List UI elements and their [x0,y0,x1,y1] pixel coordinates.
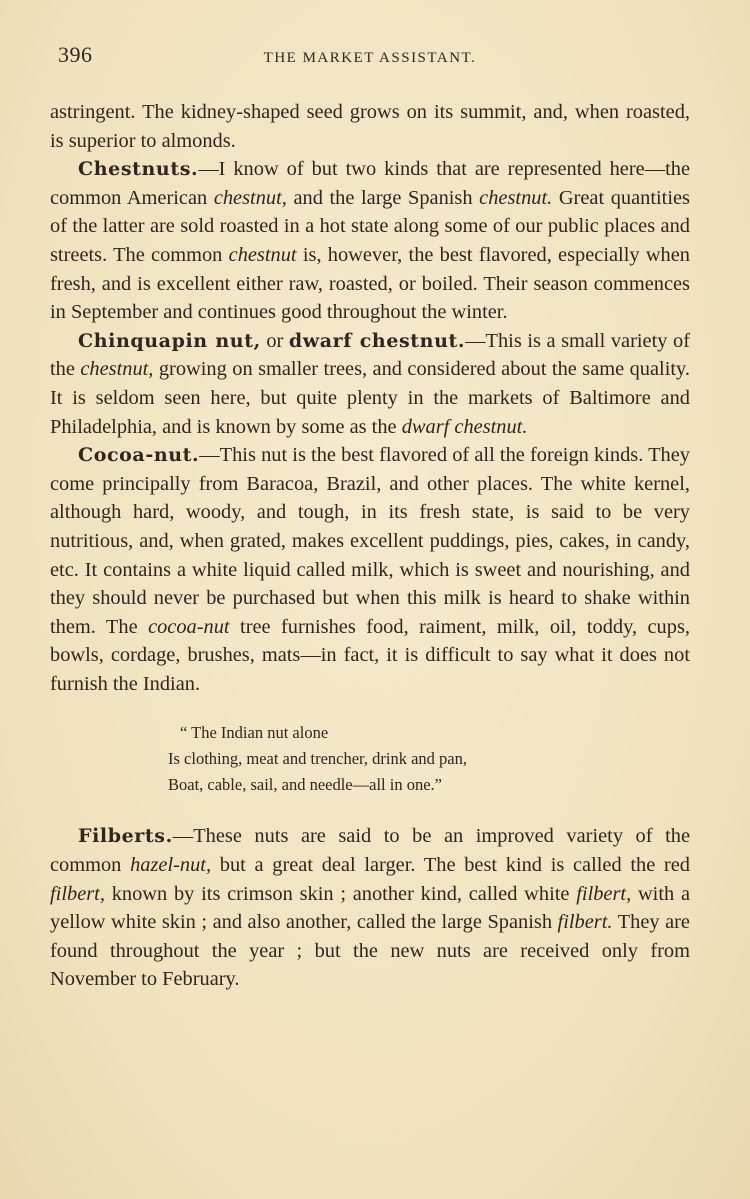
page-header [50,38,690,78]
entry-text: —I know of but two kinds that are represented here—the common American [50,158,690,209]
italic-term: filbert. [557,911,613,934]
entry-text: is, however, the best flavored, especially when fresh, and is excellent either raw, roasted, or boiled. Their season commences in September and continues good throughout the winter. [50,243,690,324]
entry-filberts [50,822,690,994]
paragraph-continuation: astringent. The kidney-shaped seed grows on its summit, and, when roasted, is superior to almonds. [50,101,690,152]
italic-term: dwarf chestnut. [401,415,528,438]
entry-text: —This nut is the best flavored of all the foreign kinds. They come principally from Baracoa, Brazil, and other places. The white kernel, although hard, woody, and tough, in its fresh state, is said to be very nutritious, and, when grated, makes excellent puddings, pies, cakes, in candy, etc. It contains a white liquid called milk, which is sweet and nourishing, and they should never be purchased but when this milk is heard to shake within them. The [50,444,690,638]
book-page [50,38,690,994]
entry-text: with a yellow white skin ; and also another, called the large Spanish [50,882,690,934]
page-body [50,98,690,994]
italic-term: filbert, [50,882,105,905]
entry-text: —This is a small variety of the [50,329,690,381]
running-head: THE MARKET ASSISTANT. [263,50,477,66]
headword-chinquapin: Chinquapin nut, [78,329,261,352]
entry-text: —These nuts are said to be an improved variety of the common [50,825,690,877]
italic-term: chestnut, [213,186,287,209]
italic-term: chestnut, [80,358,154,381]
verse-line: “ The Indian nut alone [180,723,329,743]
headword-chestnuts: Chestnuts. [78,158,199,181]
entry-text: or [260,329,289,352]
italic-term: chestnut [228,243,297,266]
headword-filberts: Filberts. [78,825,173,848]
entry-text: They are found throughout the year ; but the new nuts are received only from November to February. [50,911,690,991]
entry-text: growing on smaller trees, and considered about the same quality. It is seldom seen here, but quite plenty in the markets of Baltimore and Philadelphia, and is known by some as the [50,358,691,438]
page-number: 396 [58,42,93,67]
italic-term: hazel-nut, [130,854,212,877]
italic-term: cocoa-nut [148,615,230,638]
entry-cocoa-nut [50,441,690,698]
entry-chestnuts [50,155,690,327]
entry-text: known by its crimson skin ; another kind, called white [104,882,577,905]
entry-chinquapin [50,327,690,441]
entry-text: but a great deal larger. The best kind is called the red [211,854,690,877]
entry-text: and the large Spanish [286,186,480,209]
entry-text: tree furnishes food, raiment, milk, oil, toddy, cups, bowls, cordage, brushes, mats—in fact, it is difficult to say what it does not furnish the Indian. [50,615,690,695]
headword-dwarf-chestnut: dwarf chestnut. [288,329,466,352]
italic-term: chestnut. [479,186,553,209]
italic-term: filbert, [576,882,632,905]
verse-quotation [168,720,690,798]
verse-line: Is clothing, meat and trencher, drink and pan, [168,749,467,769]
headword-cocoa-nut: Cocoa-nut. [78,444,200,467]
verse-line: Boat, cable, sail, and needle—all in one.” [168,775,442,795]
entry-text: Great quantities of the latter are sold roasted in a hot state along some of our public places and streets. The common [50,186,690,266]
